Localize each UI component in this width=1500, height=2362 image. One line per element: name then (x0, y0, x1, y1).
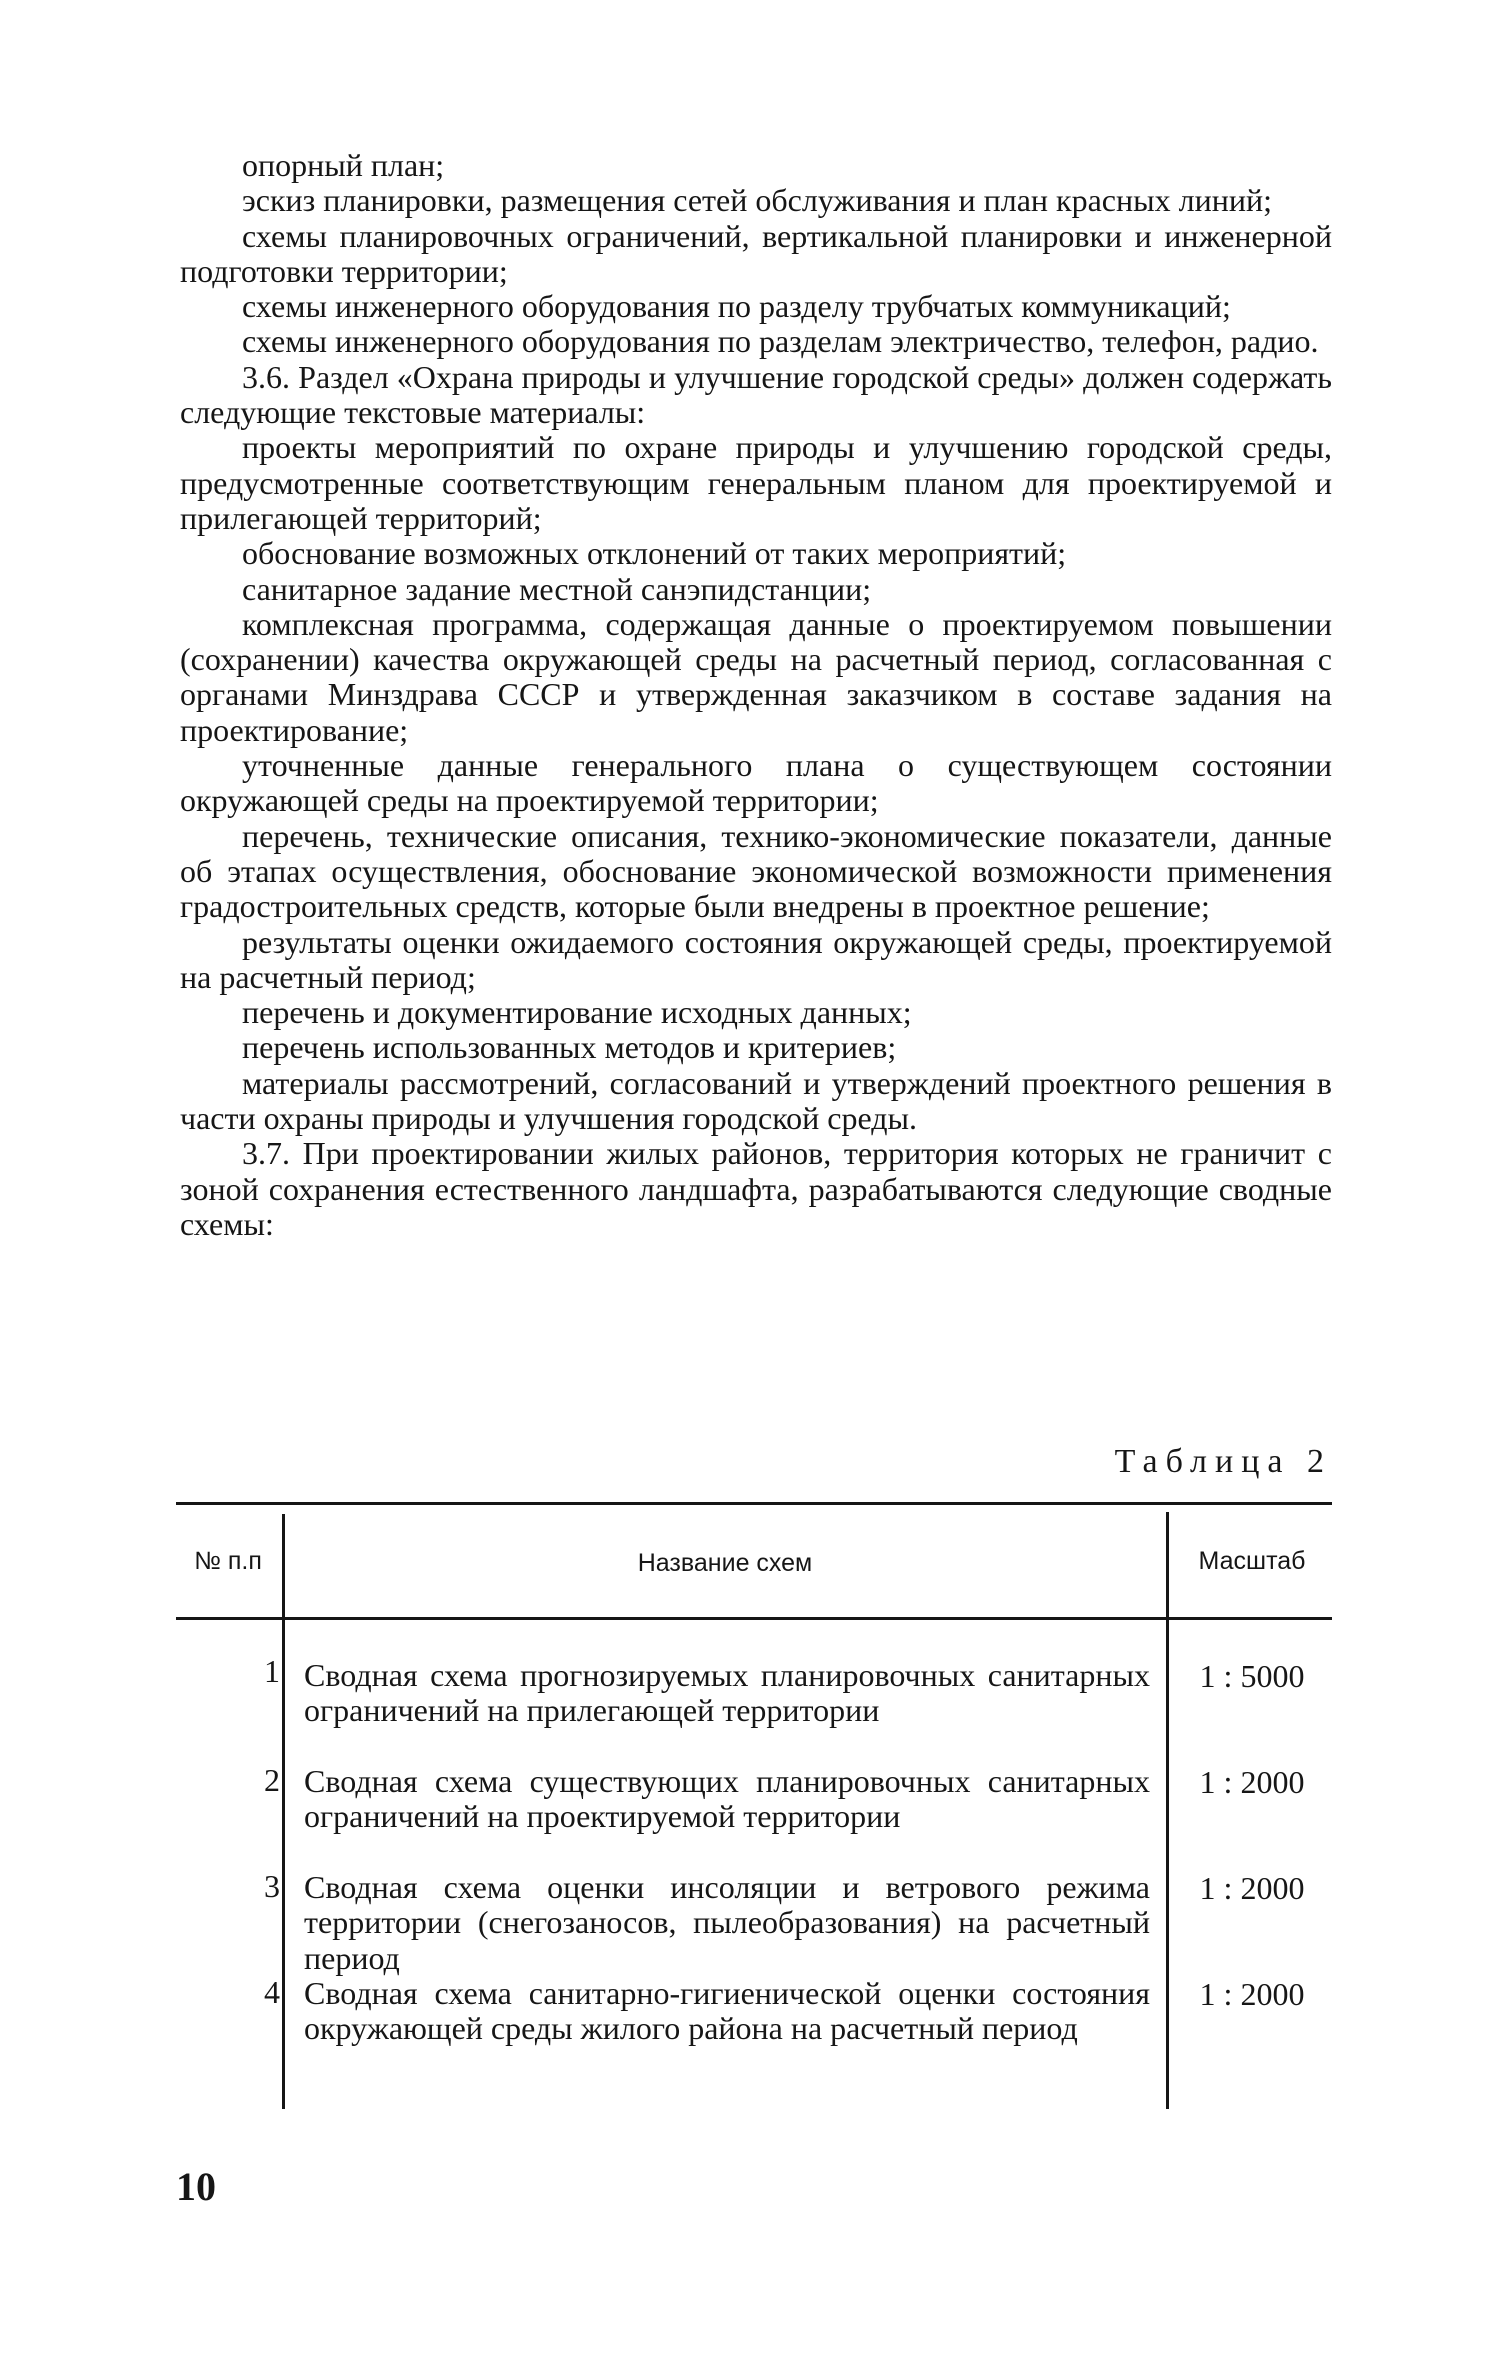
paragraph-approvals: материалы рассмотрений, согласований и утверждений проектного решения в части охраны природы и улучшения городской среды. (180, 1064, 1332, 1137)
body-text (180, 148, 1332, 1242)
paragraph-source-data: перечень и документирование исходных данных; (242, 994, 912, 1031)
row-3-name: Сводная схема оценки инсоляции и ветрового режима территории (снегозаносов, пылеобразования) на расчетный период (304, 1869, 1150, 1976)
paragraph-planning-constraints: схемы планировочных ограничений, вертикальной планировки и инженерной подготовки территории; (180, 217, 1332, 289)
row-4-name: Сводная схема санитарно-гигиенической оценки состояния окружающей среды жилого района на расчетный период (304, 1975, 1150, 2047)
table-caption: Таблица 2 (1114, 1443, 1332, 1480)
paragraph-general-plan-data: уточненные данные генерального плана о существующем состоянии окружающей среды на проектируемой территории; (180, 747, 1332, 819)
row-1-name: Сводная схема прогнозируемых планировочных санитарных ограничений на прилегающей территории (304, 1657, 1150, 1729)
header-name: Название схем (637, 1549, 813, 1577)
row-4-number: 4 (264, 1974, 280, 2010)
row-2-name: Сводная схема существующих планировочных санитарных ограничений на проектируемой территории (304, 1763, 1150, 1835)
paragraph-complex-program: комплексная программа, содержащая данные о проектируемом повышении (сохранении) качества окружающей среды на расчетный период, согласованная с органами Минздрава СССР и утвержденная заказчиком в составе задания на проектирование; (180, 605, 1332, 748)
table-column-divider-right (1166, 1512, 1169, 2109)
header-number: № п.п (194, 1547, 262, 1575)
table-column-divider-left (282, 1514, 285, 2109)
row-3-scale: 1 : 2000 (1199, 1870, 1305, 1906)
paragraph-section-3-6: 3.6. Раздел «Охрана природы и улучшение городской среды» должен содержать следующие текстовые материалы: (180, 358, 1332, 431)
table-header-rule (176, 1617, 1332, 1620)
paragraph-section-3-7: 3.7. При проектировании жилых районов, территория которых не граничит с зоной сохранения естественного ландшафта, разрабатываются следующие сводные схемы: (180, 1135, 1332, 1242)
row-3-number: 3 (264, 1868, 280, 1904)
row-2-scale: 1 : 2000 (1199, 1764, 1305, 1800)
paragraph-pipe-utilities: схемы инженерного оборудования по разделу трубчатых коммуникаций; (242, 288, 1231, 325)
paragraph-measures-projects: проекты мероприятий по охране природы и улучшению городской среды, предусмотренные соответствующим генеральным планом для проектируемой и прилегающей территорий; (180, 429, 1332, 536)
header-scale: Масштаб (1198, 1547, 1306, 1575)
row-1-scale: 1 : 5000 (1199, 1658, 1305, 1694)
paragraph-sanitary-task: санитарное задание местной санэпидстанции; (242, 570, 872, 607)
paragraph-reference-plan: опорный план; (242, 147, 445, 183)
row-2-number: 2 (264, 1762, 280, 1798)
paragraph-electric-utilities: схемы инженерного оборудования по разделам электричество, телефон, радио. (242, 323, 1319, 360)
paragraph-methods: перечень использованных методов и критериев; (242, 1029, 897, 1066)
page-number: 10 (176, 2164, 216, 2209)
table-top-rule (176, 1502, 1332, 1505)
paragraph-assessment-results: результаты оценки ожидаемого состояния окружающей среды, проектируемой на расчетный период; (180, 923, 1332, 995)
paragraph-sketch-layout: эскиз планировки, размещения сетей обслуживания и план красных линий; (242, 182, 1272, 219)
paragraph-deviations: обоснование возможных отклонений от таких мероприятий; (242, 535, 1067, 572)
row-4-scale: 1 : 2000 (1199, 1976, 1305, 2012)
row-1-number: 1 (264, 1653, 280, 1689)
paragraph-technical-descriptions: перечень, технические описания, технико-экономические показатели, данные об этапах осуществления, обоснование экономической возможности применения градостроительных средств, которые были внедрены в проектное решение; (180, 817, 1332, 925)
